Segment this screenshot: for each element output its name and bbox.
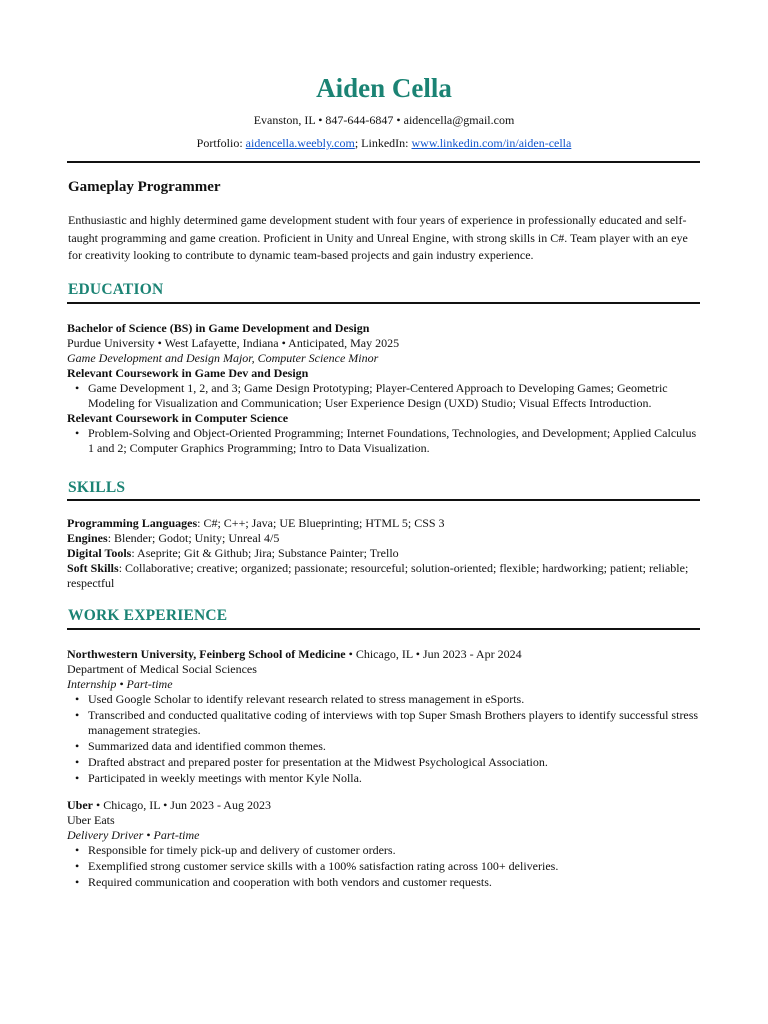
job-org: Northwestern University, Feinberg School of Medicine — [67, 647, 346, 661]
coursework-label: Relevant Coursework in Computer Science — [67, 411, 289, 425]
links-separator: ; LinkedIn: — [354, 136, 412, 150]
job-entry — [67, 798, 701, 890]
list-item: • Required communication and cooperation with both vendors and customer requests. — [67, 875, 701, 890]
list-item: • Used Google Scholar to identify relevant research related to stress management in eSports. — [67, 692, 701, 707]
experience-heading: WORK EXPERIENCE — [68, 607, 228, 624]
job-role: Internship • Part-time — [67, 677, 173, 691]
skills-section — [67, 516, 701, 591]
skill-label: Soft Skills — [67, 561, 119, 575]
job-entry — [67, 647, 701, 786]
job-bullets — [67, 692, 701, 786]
header-divider — [67, 161, 700, 163]
skills-heading: SKILLS — [68, 479, 126, 496]
candidate-name: Aiden Cella — [316, 73, 452, 103]
skill-row — [67, 531, 701, 546]
skill-label: Digital Tools — [67, 546, 132, 560]
list-item: • Drafted abstract and prepared poster for presentation at the Midwest Psychological Association. — [67, 755, 701, 770]
skill-row — [67, 546, 701, 561]
links-line — [0, 136, 768, 151]
coursework-list — [67, 381, 701, 411]
summary: Enthusiastic and highly determined game development student with four years of experience in professionally educated and self-taught programming and game creation. Proficient in Unity and Unreal Engine, with strong skills in C#. Team player with an eye for creativity looking to contribute to dynamic team-based projects and gain industry experience. — [68, 213, 688, 262]
portfolio-label: Portfolio: — [196, 136, 246, 150]
job-dept: Uber Eats — [67, 813, 115, 827]
education-section — [67, 321, 701, 456]
skill-label: Programming Languages — [67, 516, 198, 530]
education-divider — [67, 302, 700, 304]
job-dept: Department of Medical Social Sciences — [67, 662, 257, 676]
coursework-label: Relevant Coursework in Game Dev and Design — [67, 366, 309, 380]
skill-value: : C#; C++; Java; UE Blueprinting; HTML 5; CSS 3 — [197, 516, 445, 530]
skill-row — [67, 516, 701, 531]
linkedin-link[interactable]: www.linkedin.com/in/aiden-cella — [411, 136, 572, 150]
list-item: • Game Development 1, 2, and 3; Game Design Prototyping; Player-Centered Approach to Developing Games; Geometric Modeling for Visualization and Communication; User Experience Design (UXD) Studio; Visual Effects Introduction. — [67, 381, 701, 411]
job-bullets — [67, 843, 701, 890]
degree: Bachelor of Science (BS) in Game Development and Design — [67, 321, 370, 335]
list-item: • Exemplified strong customer service skills with a 100% satisfaction rating across 100+ deliveries. — [67, 859, 701, 874]
experience-section — [67, 647, 701, 890]
experience-divider — [67, 628, 700, 630]
school: Purdue University • West Lafayette, Indiana • Anticipated, May 2025 — [67, 336, 400, 350]
job-header — [67, 798, 701, 813]
list-item: • Problem-Solving and Object-Oriented Programming; Internet Foundations, Technologies, and Development; Applied Calculus 1 and 2; Computer Graphics Programming; Intro to Data Visualization. — [67, 426, 701, 456]
job-header — [67, 647, 701, 662]
coursework-list — [67, 426, 701, 456]
skill-value: : Collaborative; creative; organized; passionate; resourceful; solution-oriented; flexible; hardworking; patient; reliable; respectful — [67, 561, 689, 590]
job-role: Delivery Driver • Part-time — [67, 828, 200, 842]
job-org: Uber — [67, 798, 93, 812]
job-meta: • Chicago, IL • Jun 2023 - Aug 2023 — [93, 798, 271, 812]
list-item: • Participated in weekly meetings with mentor Kyle Nolla. — [67, 771, 701, 786]
list-item: • Transcribed and conducted qualitative coding of interviews with top Super Smash Brothers players to identify successful stress management strategies. — [67, 708, 701, 738]
list-item: • Responsible for timely pick-up and delivery of customer orders. — [67, 843, 701, 858]
skill-label: Engines — [67, 531, 108, 545]
list-item: • Summarized data and identified common themes. — [67, 739, 701, 754]
skill-row — [67, 561, 701, 591]
skills-divider — [67, 499, 700, 501]
skill-value: : Aseprite; Git & Github; Jira; Substance Painter; Trello — [131, 546, 399, 560]
education-heading: EDUCATION — [68, 281, 164, 298]
portfolio-link[interactable]: aidencella.weebly.com — [245, 136, 355, 150]
contact-line: Evanston, IL • 847-644-6847 • aidencella@gmail.com — [253, 113, 515, 127]
job-title: Gameplay Programmer — [68, 179, 221, 195]
skill-value: : Blender; Godot; Unity; Unreal 4/5 — [107, 531, 280, 545]
job-meta: • Chicago, IL • Jun 2023 - Apr 2024 — [345, 647, 522, 661]
major: Game Development and Design Major, Computer Science Minor — [67, 351, 379, 365]
